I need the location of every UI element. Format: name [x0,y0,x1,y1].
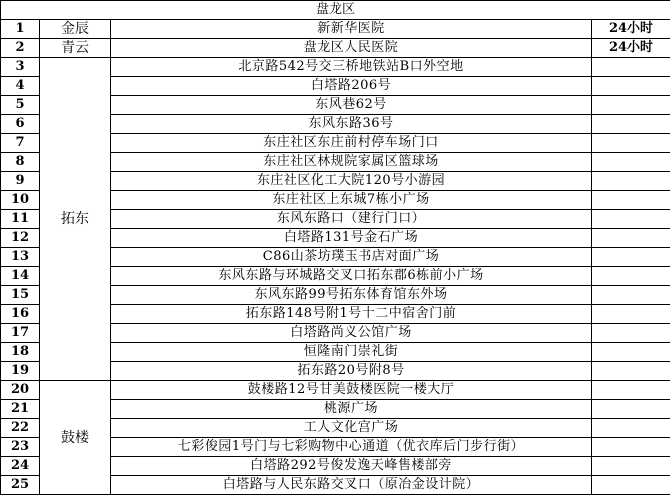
hours-cell [592,381,670,400]
hours-cell [592,96,670,115]
row-number: 7 [1,134,40,153]
location-cell: 白塔路292号俊发逸天峰售楼部旁 [111,457,592,476]
row-number: 23 [1,438,40,457]
location-cell: 东庄社区上东城7栋小广场 [111,191,592,210]
row-number: 6 [1,115,40,134]
row-number: 20 [1,381,40,400]
location-cell: 东庄社区东庄前村停车场门口 [111,134,592,153]
location-cell: 拓东路20号附8号 [111,362,592,381]
row-number: 12 [1,229,40,248]
hours-cell [592,400,670,419]
location-cell: 东风东路36号 [111,115,592,134]
row-number: 2 [1,39,40,58]
hours-cell [592,457,670,476]
location-cell: 东风东路口（建行门口） [111,210,592,229]
row-number: 4 [1,77,40,96]
location-cell: 工人文化宫广场 [111,419,592,438]
location-cell: 盘龙区人民医院 [111,39,592,58]
row-number: 16 [1,305,40,324]
location-cell: 拓东路148号附1号十二中宿舍门前 [111,305,592,324]
row-number: 3 [1,58,40,77]
hours-cell [592,324,670,343]
subdistrict-cell: 青云 [40,39,111,58]
location-cell: 北京路542号交三桥地铁站B口外空地 [111,58,592,77]
hours-cell [592,248,670,267]
row-number: 25 [1,476,40,495]
location-cell: 东庄社区化工大院120号小游园 [111,172,592,191]
hours-cell [592,172,670,191]
location-cell: 白塔路131号金石广场 [111,229,592,248]
hours-cell: 24小时 [592,20,670,39]
hours-cell [592,476,670,495]
row-number: 19 [1,362,40,381]
row-number: 21 [1,400,40,419]
subdistrict-cell: 拓东 [40,58,111,381]
subdistrict-cell: 鼓楼 [40,381,111,495]
hours-cell [592,286,670,305]
table-row [1,58,670,77]
location-cell: 桃源广场 [111,400,592,419]
table-header-row [1,1,670,20]
location-cell: C86山茶坊璞玉书店对面广场 [111,248,592,267]
location-cell: 东风东路与环城路交叉口拓东郡6栋前小广场 [111,267,592,286]
hours-cell: 24小时 [592,39,670,58]
row-number: 13 [1,248,40,267]
hours-cell [592,77,670,96]
table-row [1,381,670,400]
hours-cell [592,438,670,457]
location-cell: 东风巷62号 [111,96,592,115]
hours-cell [592,343,670,362]
location-cell: 白塔路尚义公馆广场 [111,324,592,343]
location-cell: 七彩俊园1号门与七彩购物中心通道（优衣库后门步行街） [111,438,592,457]
table-row [1,20,670,39]
hours-cell [592,305,670,324]
location-cell: 白塔路与人民东路交叉口（原冶金设计院） [111,476,592,495]
row-number: 9 [1,172,40,191]
location-cell: 白塔路206号 [111,77,592,96]
row-number: 22 [1,419,40,438]
row-number: 11 [1,210,40,229]
location-cell: 鼓楼路12号甘美鼓楼医院一楼大厅 [111,381,592,400]
row-number: 1 [1,20,40,39]
hours-cell [592,419,670,438]
hours-cell [592,362,670,381]
location-cell: 恒隆南门崇礼街 [111,343,592,362]
hours-cell [592,267,670,286]
table-row [1,39,670,58]
row-number: 10 [1,191,40,210]
row-number: 18 [1,343,40,362]
row-number: 5 [1,96,40,115]
hours-cell [592,210,670,229]
row-number: 24 [1,457,40,476]
hours-cell [592,58,670,77]
hours-cell [592,134,670,153]
hours-cell [592,191,670,210]
subdistrict-cell: 金辰 [40,20,111,39]
row-number: 15 [1,286,40,305]
row-number: 14 [1,267,40,286]
row-number: 17 [1,324,40,343]
location-cell: 东风东路99号拓东体育馆东外场 [111,286,592,305]
district-title: 盘龙区 [1,1,670,20]
hours-cell [592,153,670,172]
location-cell: 新新华医院 [111,20,592,39]
location-cell: 东庄社区林规院家属区篮球场 [111,153,592,172]
row-number: 8 [1,153,40,172]
hours-cell [592,229,670,248]
hours-cell [592,115,670,134]
